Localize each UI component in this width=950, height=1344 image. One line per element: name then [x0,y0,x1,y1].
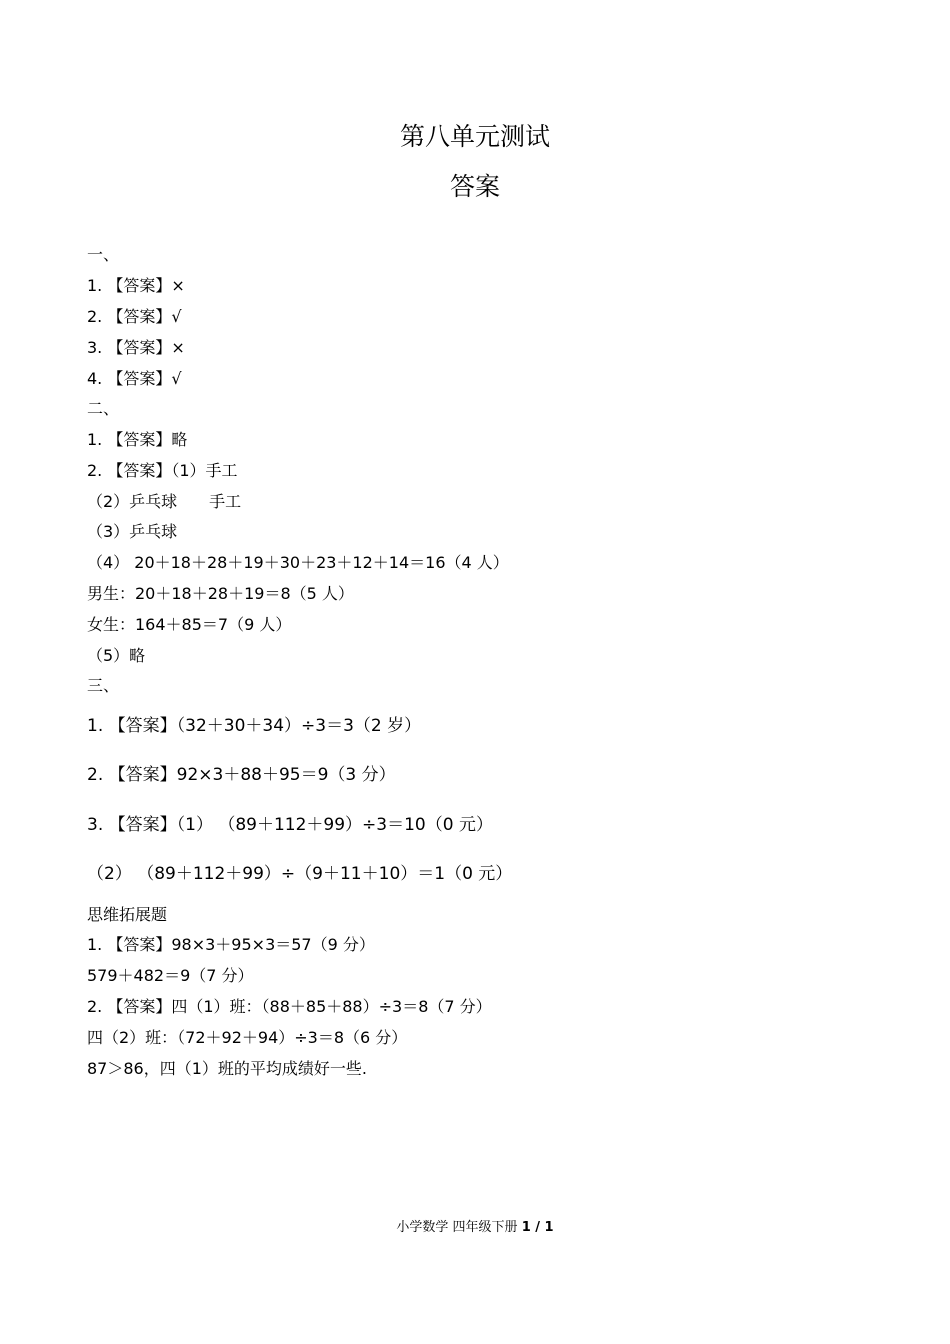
section-three-heading: 三、 [87,676,120,695]
section-one-heading: 一、 [87,245,120,264]
answer-line: 3. 【答案】（1） （89＋112＋99）÷3＝10（0 元） [87,815,493,835]
answer-line: 2. 【答案】（1）手工 [87,461,238,480]
answer-line: （2）乒乓球 手工 [87,492,242,511]
answer-line: 1. 【答案】略 [87,430,188,449]
answer-line: 1. 【答案】98×3＋95×3＝57（9 分） [87,935,375,954]
section-two-heading: 二、 [87,399,120,418]
page-number: 1 / 1 [521,1220,554,1235]
page-footer [0,1219,950,1237]
answer-line: （2） （89＋112＋99）÷（9＋11＋10）＝1（0 元） [87,864,513,884]
answer-line: 2. 【答案】92×3＋88＋95＝9（3 分） [87,765,396,785]
answer-line: （5）略 [87,646,146,665]
answer-line: 2. 【答案】√ [87,307,182,326]
answer-line: （3）乒乓球 [87,522,178,541]
footer-label: 小学数学 四年级下册 [396,1220,518,1235]
section-extension-heading: 思维拓展题 [87,905,168,924]
answer-line: 四（2）班：（72＋92＋94）÷3＝8（6 分） [87,1028,408,1047]
answer-line: 1. 【答案】（32＋30＋34）÷3＝3（2 岁） [87,716,422,736]
answer-line: 579＋482＝9（7 分） [87,966,254,985]
answer-line: 3. 【答案】× [87,338,185,357]
answer-line: 87＞86，四（1）班的平均成绩好一些. [87,1059,367,1078]
answer-line: （4） 20＋18＋28＋19＋30＋23＋12＋14＝16（4 人） [87,553,509,572]
answer-line: 女生：164＋85＝7（9 人） [87,615,292,634]
answer-line: 男生：20＋18＋28＋19＝8（5 人） [87,584,354,603]
answer-line: 4. 【答案】√ [87,369,182,388]
page-title: 第八单元测试 [399,122,550,151]
answer-line: 1. 【答案】× [87,276,185,295]
answer-line: 2. 【答案】四（1）班：（88＋85＋88）÷3＝8（7 分） [87,997,492,1016]
page-subtitle: 答案 [449,172,500,201]
